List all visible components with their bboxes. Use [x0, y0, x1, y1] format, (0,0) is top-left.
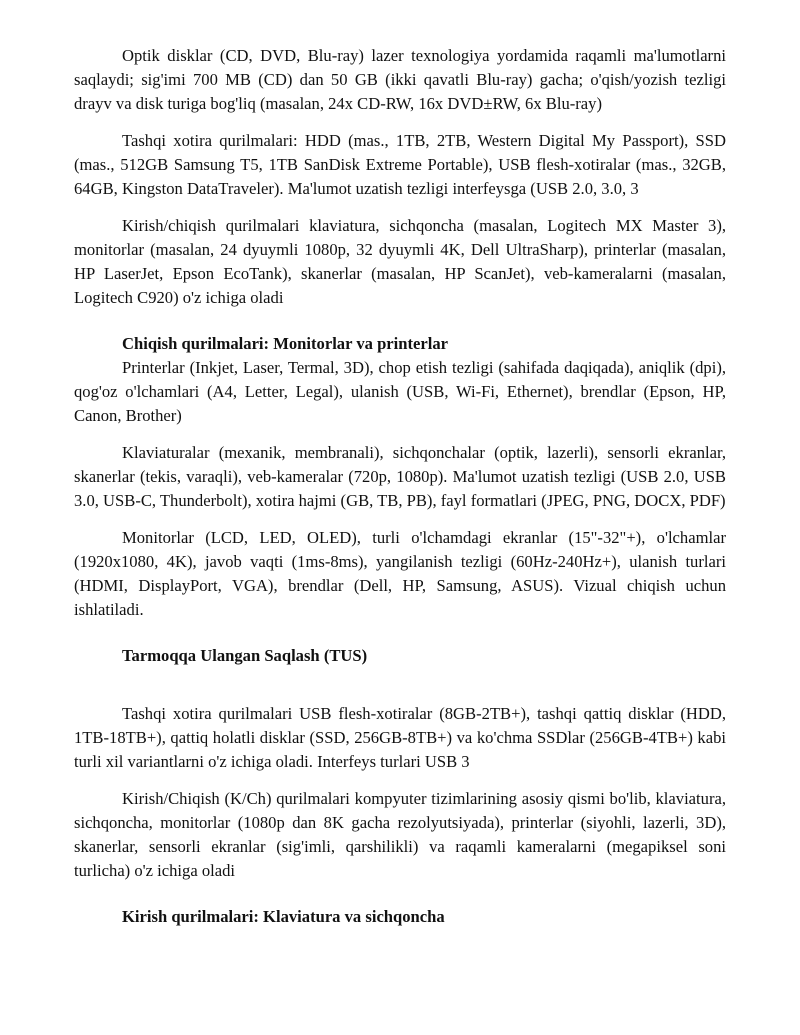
- heading-input-devices: Kirish qurilmalari: Klaviatura va sichqoncha: [122, 907, 445, 926]
- paragraph-external-storage: Tashqi xotira qurilmalari: HDD (mas., 1TB, 2TB, Western Digital My Passport), SSD (mas., 512GB Samsung T5, 1TB SanDisk Extreme Portable), USB flesh-xotiralar (mas., 32GB, 64GB, Kingston DataTraveler). Ma'lumot uzatish tezligi interfeysga (USB 2.0, 3.0, 3: [74, 131, 726, 198]
- heading-output-devices: Chiqish qurilmalari: Monitorlar va printerlar: [122, 334, 449, 353]
- paragraph-monitors: Monitorlar (LCD, LED, OLED), turli o'lchamdagi ekranlar (15"-32"+), o'lchamlar (1920x1080, 4K), javob vaqti (1ms-8ms), yangilanish tezligi (60Hz-240Hz+), ulanish turlari (HDMI, DisplayPort, VGA), brendlar (Dell, HP, Samsung, ASUS). Vizual chiqish uchun ishlatiladi.: [74, 528, 726, 619]
- paragraph-keyboards: Klaviaturalar (mexanik, membranali), sichqonchalar (optik, lazerli), sensorli ekranlar, skanerlar (tekis, varaqli), veb-kameralar (720p, 1080p). Ma'lumot uzatish tezligi (USB 2.0, USB 3.0, USB-C, Thunderbolt), xotira hajmi (GB, TB, PB), fayl formatlari (JPEG, PNG, DOCX, PDF): [74, 443, 726, 510]
- heading-nas: Tarmoqqa Ulangan Saqlash (TUS): [122, 646, 368, 665]
- paragraph-io-devices: Kirish/chiqish qurilmalari klaviatura, sichqoncha (masalan, Logitech MX Master 3), monitorlar (masalan, 24 dyuymli 1080p, 32 dyuymli 4K, Dell UltraSharp), printerlar (masalan, HP LaserJet, Epson EcoTank), skanerlar (masalan, HP ScanJet), veb-kameralarni (masalan, Logitech C920) o'z ichiga oladi: [74, 216, 726, 307]
- paragraph-printers: Printerlar (Inkjet, Laser, Termal, 3D), chop etish tezligi (sahifada daqiqada), aniqlik (dpi), qog'oz o'lchamlari (A4, Letter, Legal), ulanish (USB, Wi-Fi, Ethernet), brendlar (Epson, HP, Canon, Brother): [74, 358, 726, 425]
- paragraph-io-devices-2: Kirish/Chiqish (K/Ch) qurilmalari kompyuter tizimlarining asosiy qismi bo'lib, klaviatura, sichqoncha, monitorlar (1080p dan 8K gacha rezolyutsiyada), printerlar (siyohli, lazerli, 3D), skanerlar, sensorli ekranlar (sig'imli, qarshilikli) va raqamli kameralarni (megapiksel soni turlicha) o'z ichiga oladi: [74, 789, 726, 880]
- paragraph-optical-disks: Optik disklar (CD, DVD, Blu-ray) lazer texnologiya yordamida raqamli ma'lumotlarni saqlaydi; sig'imi 700 MB (CD) dan 50 GB (ikki qavatli Blu-ray) gacha; o'qish/yozish tezligi drayv va disk turiga bog'liq (masalan, 24x CD-RW, 16x DVD±RW, 6x Blu-ray): [74, 46, 726, 113]
- paragraph-external-storage-2: Tashqi xotira qurilmalari USB flesh-xotiralar (8GB-2TB+), tashqi qattiq disklar (HDD, 1TB-18TB+), qattiq holatli disklar (SSD, 256GB-8TB+) va ko'chma SSDlar (256GB-4TB+) kabi turli xil variantlarni o'z ichiga oladi. Interfeys turlari USB 3: [74, 704, 726, 771]
